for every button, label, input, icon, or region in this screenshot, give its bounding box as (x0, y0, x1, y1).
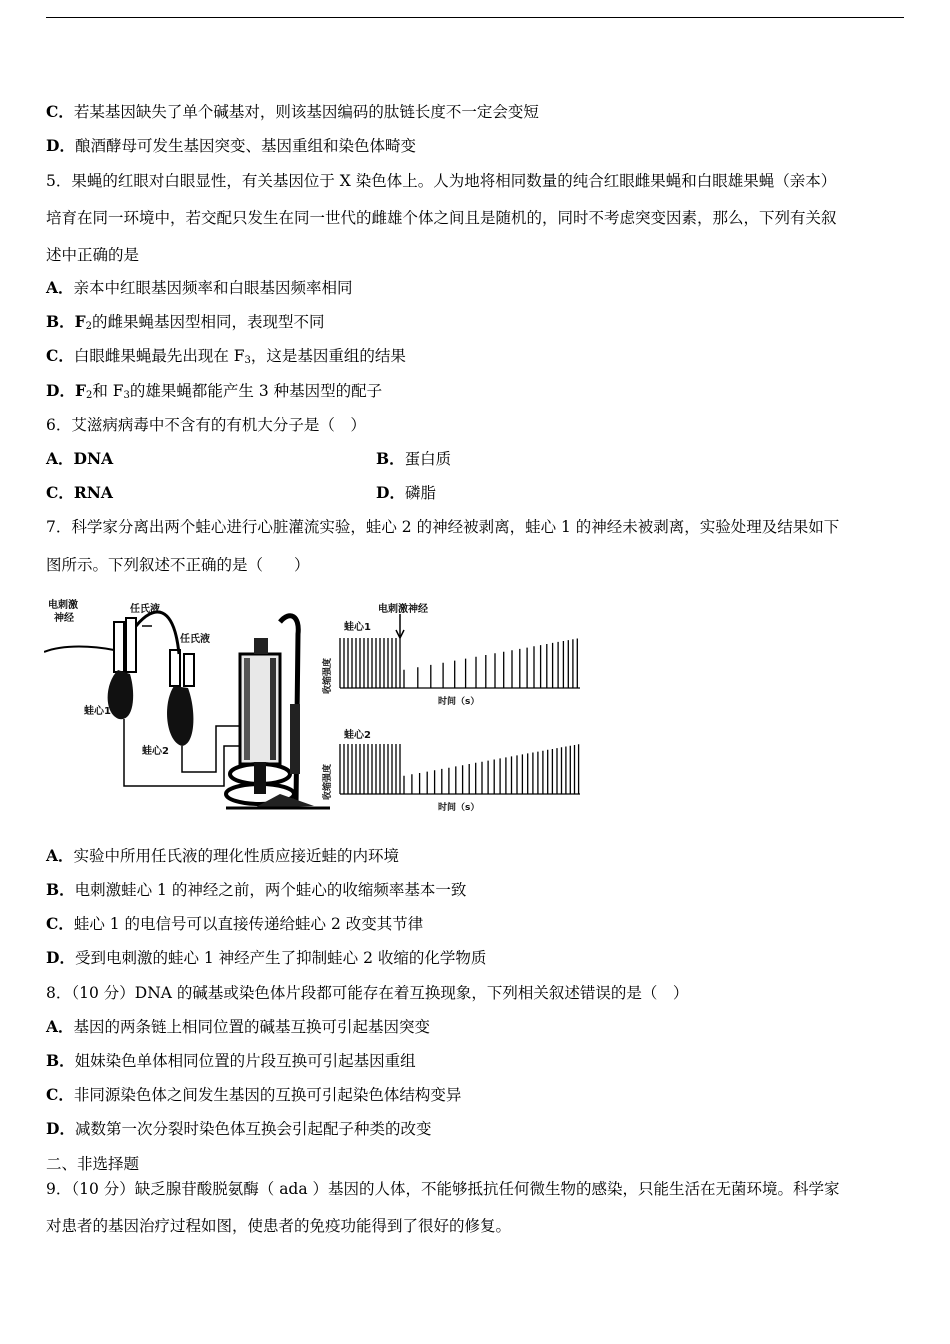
q6-options-row-1 (46, 449, 451, 469)
section-2-heading: 二、非选择题 (46, 1155, 140, 1173)
heart-1-x-label: 时间（s） (438, 697, 480, 707)
q7-stem-line-2: 图所示。下列叙述不正确的是（ ） (46, 556, 310, 574)
q4-option-c: C．若某基因缺失了单个碱基对，则该基因编码的肽链长度不一定会变短 (46, 102, 539, 121)
q5-stem-line-3: 述中正确的是 (46, 246, 140, 264)
heart-2-shape (167, 686, 193, 746)
q6-option-c: C．RNA (46, 483, 113, 502)
q5-option-b: B．$F_2$的雌果蝇基因型相同，表现型不同 (46, 312, 325, 332)
q5-option-a: A．亲本中红眼基因频率和白眼基因频率相同 (46, 278, 353, 297)
heart-2-chart-title: 蛙心2 (344, 730, 371, 741)
q6-option-b: B．蛋白质 (376, 449, 452, 468)
header-rule (46, 17, 904, 18)
q7-option-c: C．蛙心 1 的电信号可以直接传递给蛙心 2 改变其节律 (46, 914, 424, 933)
q9-stem-line-1: 9．（10 分）缺乏腺苷酸脱氨酶（ ada ）基因的人体，不能够抵抗任何微生物的感染，只能生活在无菌环境。科学家 (46, 1180, 840, 1198)
q8-option-a: A．基因的两条链上相同位置的碱基互换可引起基因突变 (46, 1017, 431, 1036)
frog-heart-perfusion-figure (44, 594, 584, 816)
heart-1-trace (340, 638, 580, 688)
heart-2-y-label: 收缩强度 (323, 763, 333, 800)
stim-nerve-label-2: 神经 (54, 613, 74, 624)
q5-stem-line-1: 5．果蝇的红眼对白眼显性，有关基因位于 X 染色体上。人为地将相同数量的纯合红眼雌果蝇和白眼雄果蝇（亲本） (46, 172, 837, 190)
q7-option-d: D．受到电刺激的蛙心 1 神经产生了抑制蛙心 2 收缩的化学物质 (46, 948, 487, 967)
heart-1-y-label: 收缩强度 (323, 657, 333, 694)
q7-stem-line-1: 7．科学家分离出两个蛙心进行心脏灌流实验，蛙心 2 的神经被剥离，蛙心 1 的神经未被剥离，实验处理及结果如下 (46, 518, 840, 536)
heart-2-label: 蛙心2 (142, 746, 169, 757)
heart-1-chart-title: 蛙心1 (344, 622, 371, 633)
q8-stem: 8．（10 分）DNA 的碱基或染色体片段都可能存在着互换现象，下列相关叙述错误的是（ ） (46, 984, 689, 1002)
q9-stem-line-2: 对患者的基因治疗过程如图，使患者的免疫功能得到了很好的修复。 (46, 1217, 512, 1235)
q7-option-b: B．电刺激蛙心 1 的神经之前，两个蛙心的收缩频率基本一致 (46, 880, 467, 899)
q8-option-c: C．非同源染色体之间发生基因的互换可引起染色体结构变异 (46, 1085, 462, 1104)
q4-option-d: D．酿酒酵母可发生基因突变、基因重组和染色体畸变 (46, 136, 416, 155)
q6-options-row-2 (46, 483, 436, 503)
q7-option-a: A．实验中所用任氏液的理化性质应接近蛙的内环境 (46, 846, 400, 865)
q8-option-d: D．减数第一次分裂时染色体互换会引起配子种类的改变 (46, 1119, 432, 1138)
ringer-label-2: 任氏液 (180, 634, 210, 645)
heart-2-trace (340, 744, 580, 794)
q6-option-a: A．DNA (46, 449, 114, 468)
stim-nerve-label-1: 电刺激 (48, 600, 78, 611)
stim-nerve-arrow-label: 电刺激神经 (378, 604, 428, 615)
q6-option-d: D．磷脂 (376, 483, 436, 502)
heart-2-x-label: 时间（s） (438, 803, 480, 813)
heart-1-shape (108, 670, 134, 719)
q5-option-d: D．$F_2$和 $F_3$的雄果蝇都能产生 3 种基因型的配子 (46, 381, 383, 401)
perfusion-apparatus (44, 598, 330, 808)
ringer-label-1: 任氏液 (130, 604, 160, 615)
heart-1-label: 蛙心1 (84, 706, 111, 717)
q5-stem-line-2: 培育在同一环境中，若交配只发生在同一世代的雌雄个体之间且是随机的，同时不考虑突变因素，那么，下列有关叙 (46, 209, 837, 227)
q6-stem: 6．艾滋病病毒中不含有的有机大分子是（ ） (46, 416, 366, 434)
q5-option-c: C．白眼雌果蝇最先出现在 $F_3$，这是基因重组的结果 (46, 346, 406, 366)
heart-1-trace-chart (321, 602, 580, 707)
heart-2-trace-chart (321, 728, 580, 813)
q8-option-b: B．姐妹染色单体相同位置的片段互换可引起基因重组 (46, 1051, 416, 1070)
